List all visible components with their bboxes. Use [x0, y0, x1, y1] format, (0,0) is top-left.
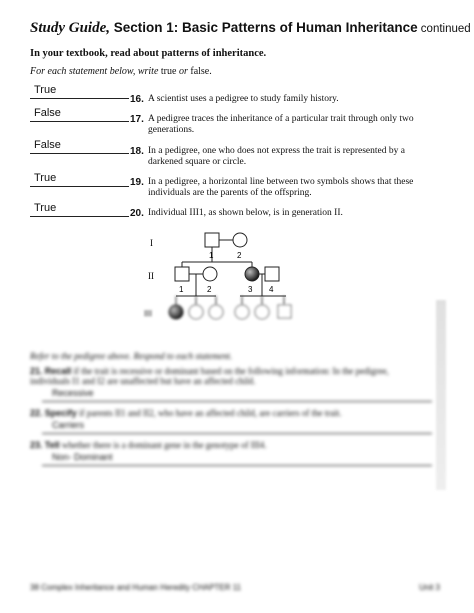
answer-blank-20[interactable]: True [30, 202, 129, 217]
pedigree-affected-III1 [169, 305, 183, 319]
label-I2: 2 [237, 251, 242, 260]
question-number-20: 20. [130, 208, 144, 219]
word-or: or [176, 66, 191, 77]
title-section: Section 1: Basic Patterns of Human Inheritance [110, 20, 418, 35]
write-instruction [30, 66, 212, 77]
statement-20: Individual III1, as shown below, is in generation II. [148, 208, 343, 218]
answer-line-23[interactable]: Non- Dominant [42, 452, 432, 466]
statement-17: A pedigree traces the inheritance of a particular trait through only two generations. [148, 114, 414, 135]
answer-line-22[interactable]: Carriers [42, 420, 432, 434]
label-II1: 1 [179, 285, 184, 294]
pedigree-male-II4 [265, 267, 279, 281]
statement-18: In a pedigree, one who does not express the trait is represented by a darkened square or circle. [148, 146, 405, 167]
question-verb-21: Recall [44, 366, 72, 376]
question-text-21: if the trait is recessive or dominant based on the following information: In the pedigree, individuals I1 and I2 are unaffected but have an affected child. [30, 366, 389, 386]
question-number-21: 21. [30, 366, 43, 376]
question-number-17: 17. [130, 114, 144, 125]
pedigree-male-II1 [175, 267, 189, 281]
question-verb-23: Tell [44, 440, 60, 450]
generation-label-II: II [148, 271, 154, 281]
pedigree-diagram [130, 228, 330, 328]
question-number-18: 18. [130, 146, 144, 157]
question-text-22: if parents II1 and II2, who have an affected child, are carriers of the trait. [79, 408, 342, 418]
answer-blank-18[interactable]: False [30, 139, 129, 154]
footer-left: 38 Complex Inheritance and Human Heredity CHAPTER 11 [30, 583, 242, 592]
label-II4: 4 [269, 285, 274, 294]
copyright-sidebar [436, 300, 446, 490]
page-title [30, 20, 471, 37]
question-number-23: 23. [30, 440, 43, 450]
label-II3: 3 [248, 285, 253, 294]
answer-line-21[interactable]: Recessive [42, 388, 432, 402]
statement-16: A scientist uses a pedigree to study family history. [148, 94, 339, 104]
question-number-16: 16. [130, 94, 144, 105]
title-study-guide: Study Guide, [30, 20, 111, 36]
section-2-instruction: Refer to the pedigree above. Respond to each statement. [30, 351, 233, 361]
generation-label-I: I [150, 238, 153, 248]
label-II2: 2 [207, 285, 212, 294]
question-22 [30, 408, 430, 442]
answer-blank-16[interactable]: True [30, 84, 129, 99]
word-false: false. [190, 66, 212, 77]
word-true: true [160, 66, 177, 77]
footer-right: Unit 3 [419, 583, 440, 592]
pedigree-III2 [189, 305, 203, 319]
question-21 [30, 366, 430, 406]
page-footer [30, 583, 440, 592]
question-number-19: 19. [130, 177, 144, 188]
write-instruction-prefix: For each statement below, write [30, 66, 161, 77]
pedigree-III3 [209, 305, 223, 319]
pedigree-affected-female-II3 [245, 267, 259, 281]
pedigree-female-I2 [233, 233, 247, 247]
pedigree-female-II2 [203, 267, 217, 281]
answer-blank-17[interactable]: False [30, 107, 129, 122]
pedigree-male-I1 [205, 233, 219, 247]
pedigree-III6 [278, 305, 291, 318]
question-number-22: 22. [30, 408, 43, 418]
statement-19: In a pedigree, a horizontal line between two symbols shows that these individuals are the parents of the offspring. [148, 177, 414, 198]
reading-instruction: In your textbook, read about patterns of inheritance. [30, 48, 267, 59]
question-text-23: whether there is a dominant gene in the genotype of III4. [61, 440, 267, 450]
question-verb-22: Specify [44, 408, 77, 418]
question-23 [30, 440, 430, 474]
generation-label-III: III [144, 309, 152, 318]
pedigree-III5 [255, 305, 269, 319]
generation-III-blurred [144, 296, 291, 319]
title-continued: continued [417, 23, 471, 35]
answer-blank-19[interactable]: True [30, 172, 129, 187]
pedigree-III4 [235, 305, 249, 319]
label-I1: 1 [209, 251, 214, 260]
